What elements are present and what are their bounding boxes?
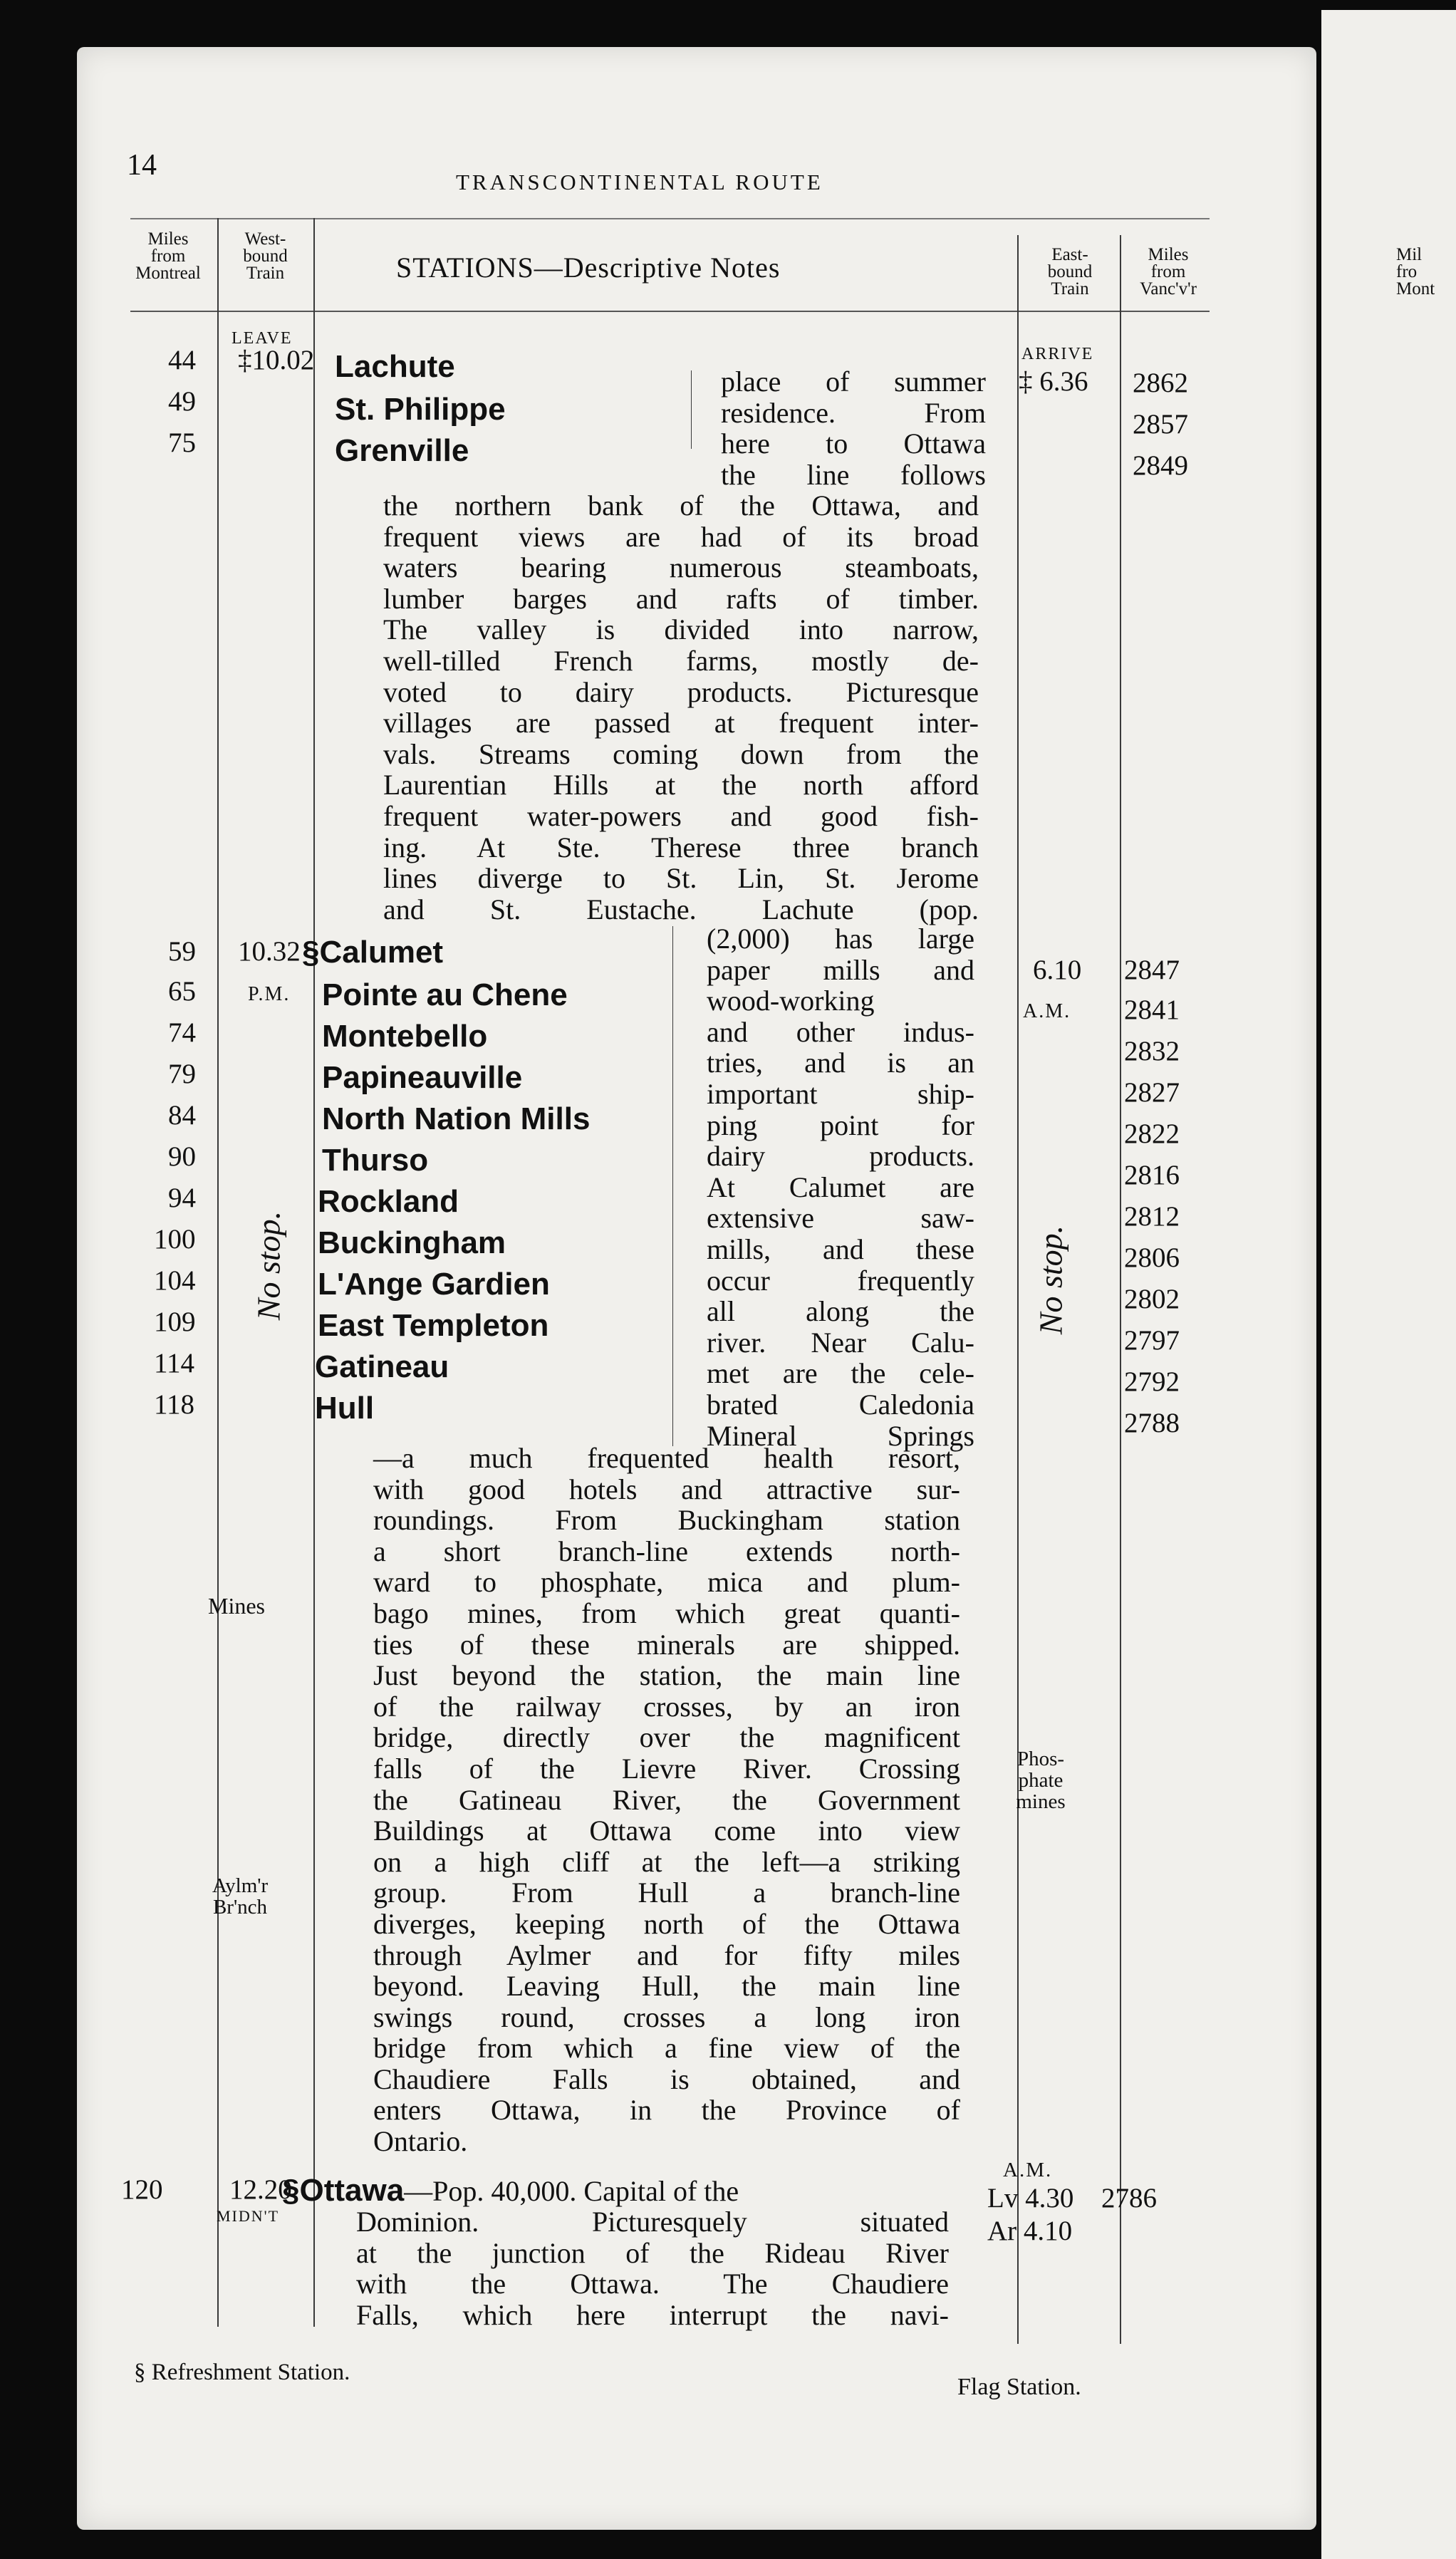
g2-station-0: §Calumet [302, 935, 444, 970]
arrive-label: ARRIVE [1021, 345, 1094, 363]
g2-station-9: East Templeton [318, 1308, 549, 1343]
ottawa-eb-am: A.M. [1003, 2159, 1053, 2181]
footer-refreshment: § Refreshment Station. [134, 2360, 350, 2385]
ottawa-wb-midnight: MIDN'T [217, 2207, 280, 2225]
g2-mv-3: 2827 [1124, 1077, 1180, 1108]
next-page-edge [1321, 10, 1456, 2559]
rule-col2 [313, 218, 315, 2327]
ottawa-wb: 12.20 [229, 2174, 292, 2205]
ottawa-mm: 120 [121, 2174, 163, 2205]
g1-mm-1: 49 [168, 386, 196, 417]
g2-mv-2: 2832 [1124, 1036, 1180, 1066]
g2-mm-10: 114 [154, 1348, 195, 1379]
rule-col4 [1120, 235, 1121, 2344]
g2-mm-1: 65 [168, 976, 196, 1007]
header-eastbound: East- bound Train [1047, 245, 1093, 299]
g1-wb-0: ‡10.02 [238, 345, 315, 375]
header-westbound: West- bound Train [243, 229, 288, 283]
g1-description: the northern bank of the Ottawa, and frequent views are had of its broad waters bearing numerous steamboats, lumber barges and rafts of timber. The valley is divided into narrow, well-tilled French farms, mostly de- voted to dairy products. Picturesque villages are passed at frequent inter- vals. Streams coming down from the Laurentian Hills at the north afford frequent water-powers and good fish- ing. At Ste. Therese three branch lines diverge to St. Lin, St. Jerome and St. Eustache. Lachute (pop. [383, 489, 979, 925]
g2-side-text: (2,000) has large paper mills and wood-working and other indus- tries, and is an important ship- ping point for dairy products. At Calumet are extensive saw- mills, and these occur frequently all along the river. Near Calu- met are the cele- brated Caledonia Mineral Springs [707, 923, 974, 1452]
header-top-rule [130, 218, 1210, 219]
g2-mv-5: 2816 [1124, 1160, 1180, 1190]
g2-station-5: Thurso [322, 1143, 429, 1178]
header-bottom-rule [130, 311, 1210, 312]
g1-station-1: St. Philippe [335, 392, 506, 427]
no-stop-eastbound: No stop. [1032, 1225, 1069, 1335]
g1-mv-1: 2857 [1133, 409, 1188, 440]
ottawa-first-text: —Pop. 40,000. Capital of the [404, 2175, 739, 2207]
g1-side-text: place of summer residence. From here to Ottawa the line follows [721, 365, 986, 491]
ottawa-eb-ar: Ar 4.10 [987, 2216, 1073, 2246]
rule-col3 [1017, 235, 1019, 2344]
g2-mm-11: 118 [154, 1389, 195, 1420]
g2-mv-1: 2841 [1124, 995, 1180, 1025]
g2-wb-1: P.M. [248, 983, 291, 1005]
g2-eb-0: 6.10 [1033, 955, 1082, 985]
ottawa-station: §Ottawa [282, 2173, 405, 2208]
no-stop-westbound: No stop. [250, 1210, 287, 1321]
rule-col1 [217, 218, 219, 2327]
g2-station-11: Hull [315, 1391, 375, 1426]
g2-station-8: L'Ange Gardien [318, 1267, 550, 1302]
g2-mm-9: 109 [154, 1307, 196, 1337]
g2-station-4: North Nation Mills [322, 1101, 591, 1136]
g2-description: —a much frequented health resort, with good hotels and attractive sur- roundings. From Buckingham station a short branch-line extends north- ward to phosphate, mica and plum- bago mines, from which great quanti- ties of these minerals are shipped. Just beyond the station, the main line of the railway crosses, by an iron bridge, directly over the magnificent falls of the Lievre River. Crossing the Gatineau River, the Government Buildings at Ottawa come into view on a high cliff at the left—a striking group. From Hull a branch-line diverges, keeping north of the Ottawa through Aylmer and for fifty miles beyond. Leaving Hull, the main line swings round, crosses a long iron bridge from which a fine view of the Chaudiere Falls is obtained, and enters Ottawa, in the Province of Ontario. [373, 1442, 960, 2158]
ottawa-eb-lv: Lv 4.30 [987, 2183, 1074, 2213]
g2-mv-8: 2802 [1124, 1284, 1180, 1314]
g1-mv-2: 2849 [1133, 450, 1188, 481]
g2-mm-5: 90 [168, 1141, 196, 1172]
g1-station-0: Lachute [335, 349, 455, 384]
g2-station-10: Gatineau [315, 1349, 449, 1384]
g2-mv-6: 2812 [1124, 1201, 1180, 1232]
g2-mm-0: 59 [168, 936, 196, 967]
g2-station-6: Rockland [318, 1184, 459, 1219]
running-head: TRANSCONTINENTAL ROUTE [456, 170, 823, 194]
g2-mm-4: 84 [168, 1100, 196, 1131]
phosphate-mines-label: Phos- phate mines [1016, 1748, 1066, 1813]
g1-mm-2: 75 [168, 427, 196, 458]
g1-mm-0: 44 [168, 345, 196, 375]
ottawa-mv: 2786 [1101, 2183, 1157, 2213]
rule-group2-side [672, 926, 673, 1446]
g2-mv-11: 2788 [1124, 1408, 1180, 1438]
g2-mv-4: 2822 [1124, 1118, 1180, 1149]
g2-mm-3: 79 [168, 1059, 196, 1089]
header-miles-montreal: Miles from Montreal [135, 229, 201, 283]
rule-group1-side [691, 370, 692, 449]
g1-mv-0: 2862 [1133, 368, 1188, 398]
page-number: 14 [127, 149, 157, 182]
header-next-page-fragment: Mil fro Mont [1396, 245, 1435, 299]
g1-eb-0: ‡ 6.36 [1019, 366, 1088, 397]
g2-station-1: Pointe au Chene [322, 977, 568, 1012]
g2-mv-10: 2792 [1124, 1366, 1180, 1397]
g2-mm-7: 100 [154, 1224, 196, 1255]
g1-station-2: Grenville [335, 433, 469, 468]
g2-eb-1: A.M. [1023, 1000, 1071, 1022]
g2-wb-0: 10.32 [238, 936, 301, 967]
g2-mm-2: 74 [168, 1017, 196, 1048]
header-miles-vancouver: Miles from Vanc'v'r [1140, 245, 1197, 299]
ottawa-first-line [282, 2173, 739, 2208]
aylmer-branch-label: Aylm'r Br'nch [212, 1874, 269, 1919]
mines-label: Mines [208, 1593, 265, 1619]
g2-mm-6: 94 [168, 1183, 196, 1213]
g2-station-3: Papineauville [322, 1060, 523, 1095]
ottawa-description: Dominion. Picturesquely situated at the junction of the Rideau River with the Ottawa. The Chaudiere Falls, which here interrupt the navi- [356, 2206, 949, 2331]
g2-mv-9: 2797 [1124, 1325, 1180, 1356]
leave-label: LEAVE [232, 329, 293, 348]
footer-flag: Flag Station. [957, 2374, 1081, 2400]
g2-mv-0: 2847 [1124, 955, 1180, 985]
g2-mv-7: 2806 [1124, 1242, 1180, 1273]
g2-station-7: Buckingham [318, 1225, 506, 1260]
g2-station-2: Montebello [322, 1019, 488, 1054]
header-stations: STATIONS—Descriptive Notes [396, 251, 781, 284]
g2-mm-8: 104 [154, 1265, 196, 1296]
